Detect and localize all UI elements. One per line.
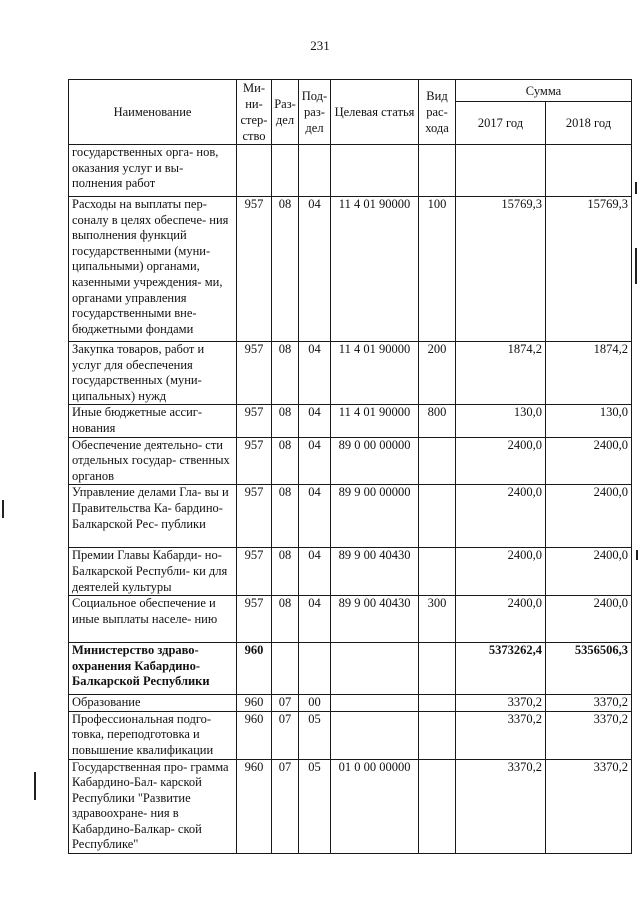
cell-expense-type <box>419 759 456 854</box>
cell-name: Расходы на выплаты пер- соналу в целях обеспече- ния выполнения функций государственными (муни- ципальными) органами, казенными учреждения- ми, органами управления государственными вне- бюджетными фондами <box>69 197 237 342</box>
cell-sum-2018: 1874,2 <box>546 342 632 405</box>
cell-ministry: 960 <box>237 643 272 695</box>
cell-sum-2017: 2400,0 <box>456 548 546 596</box>
cell-sum-2018: 3370,2 <box>546 695 632 712</box>
cell-target: 11 4 01 90000 <box>331 342 419 405</box>
budget-table <box>68 79 632 854</box>
table-row <box>69 342 632 405</box>
cell-sum-2018: 2400,0 <box>546 485 632 548</box>
cell-expense-type: 100 <box>419 197 456 342</box>
cell-expense-type <box>419 145 456 197</box>
cell-ministry: 960 <box>237 759 272 854</box>
cell-expense-type <box>419 643 456 695</box>
cell-expense-type: 200 <box>419 342 456 405</box>
header-year-2017: 2017 год <box>456 102 546 145</box>
cell-sum-2018: 3370,2 <box>546 759 632 854</box>
cell-subsection: 04 <box>299 485 331 548</box>
cell-ministry: 957 <box>237 405 272 437</box>
cell-expense-type <box>419 548 456 596</box>
cell-name: Министерство здраво- охранения Кабардино- Балкарской Республики <box>69 643 237 695</box>
scan-edge-mark <box>635 182 637 194</box>
cell-ministry: 957 <box>237 596 272 643</box>
cell-expense-type <box>419 695 456 712</box>
header-ministry: Ми- ни- стер- ство <box>237 80 272 145</box>
scan-edge-mark <box>34 772 36 800</box>
cell-name: Государственная про- грамма Кабардино-Бал- карской Республики "Развитие здравоохране- ния в Кабардино-Балкар- ской Республике" <box>69 759 237 854</box>
cell-section <box>272 643 299 695</box>
cell-sum-2017: 2400,0 <box>456 485 546 548</box>
cell-target: 01 0 00 00000 <box>331 759 419 854</box>
cell-sum-2018: 15769,3 <box>546 197 632 342</box>
header-expense-type: Вид рас- хода <box>419 80 456 145</box>
header-year-2018: 2018 год <box>546 102 632 145</box>
cell-name: Обеспечение деятельно- сти отдельных государ- ственных органов <box>69 437 237 485</box>
cell-target: 89 9 00 40430 <box>331 596 419 643</box>
cell-subsection: 04 <box>299 437 331 485</box>
cell-subsection: 04 <box>299 342 331 405</box>
cell-name: Образование <box>69 695 237 712</box>
cell-expense-type: 800 <box>419 405 456 437</box>
table-row <box>69 759 632 854</box>
scan-edge-mark <box>635 248 637 284</box>
cell-sum-2018 <box>546 145 632 197</box>
cell-section: 08 <box>272 197 299 342</box>
cell-target: 89 0 00 00000 <box>331 437 419 485</box>
cell-target <box>331 695 419 712</box>
cell-sum-2017: 5373262,4 <box>456 643 546 695</box>
cell-target <box>331 711 419 759</box>
cell-section: 08 <box>272 437 299 485</box>
header-subsection: Под- раз- дел <box>299 80 331 145</box>
cell-sum-2018: 2400,0 <box>546 596 632 643</box>
table-row <box>69 711 632 759</box>
cell-ministry <box>237 145 272 197</box>
cell-name: Иные бюджетные ассиг- нования <box>69 405 237 437</box>
scan-edge-mark <box>636 550 638 560</box>
cell-ministry: 957 <box>237 548 272 596</box>
cell-target <box>331 145 419 197</box>
cell-subsection <box>299 643 331 695</box>
cell-section: 08 <box>272 548 299 596</box>
table-body <box>69 145 632 854</box>
cell-name: государственных орга- нов, оказания услуг и вы- полнения работ <box>69 145 237 197</box>
table-row <box>69 596 632 643</box>
cell-section: 07 <box>272 695 299 712</box>
cell-sum-2017: 3370,2 <box>456 711 546 759</box>
cell-ministry: 957 <box>237 342 272 405</box>
cell-subsection: 05 <box>299 711 331 759</box>
cell-name: Премии Главы Кабарди- но-Балкарской Республи- ки для деятелей культуры <box>69 548 237 596</box>
cell-target: 11 4 01 90000 <box>331 197 419 342</box>
cell-sum-2018: 2400,0 <box>546 548 632 596</box>
cell-sum-2017: 2400,0 <box>456 437 546 485</box>
cell-ministry: 957 <box>237 485 272 548</box>
cell-target <box>331 643 419 695</box>
table-row <box>69 405 632 437</box>
table-row <box>69 145 632 197</box>
header-sum: Сумма <box>456 80 632 102</box>
cell-subsection <box>299 145 331 197</box>
header-section: Раз- дел <box>272 80 299 145</box>
table-row <box>69 548 632 596</box>
cell-sum-2017: 130,0 <box>456 405 546 437</box>
cell-sum-2017: 15769,3 <box>456 197 546 342</box>
cell-ministry: 957 <box>237 437 272 485</box>
cell-section: 07 <box>272 759 299 854</box>
cell-sum-2017: 3370,2 <box>456 759 546 854</box>
cell-sum-2018: 130,0 <box>546 405 632 437</box>
cell-ministry: 960 <box>237 695 272 712</box>
table-row <box>69 437 632 485</box>
cell-expense-type: 300 <box>419 596 456 643</box>
cell-section: 08 <box>272 485 299 548</box>
cell-target: 89 9 00 00000 <box>331 485 419 548</box>
cell-sum-2018: 2400,0 <box>546 437 632 485</box>
cell-sum-2017: 2400,0 <box>456 596 546 643</box>
table-row <box>69 643 632 695</box>
table-row <box>69 485 632 548</box>
table-row <box>69 197 632 342</box>
cell-sum-2018: 3370,2 <box>546 711 632 759</box>
cell-sum-2017: 1874,2 <box>456 342 546 405</box>
cell-expense-type <box>419 437 456 485</box>
cell-section <box>272 145 299 197</box>
cell-name: Управление делами Гла- вы и Правительства Ка- бардино-Балкарской Рес- публики <box>69 485 237 548</box>
cell-target: 89 9 00 40430 <box>331 548 419 596</box>
cell-subsection: 04 <box>299 596 331 643</box>
cell-sum-2017 <box>456 145 546 197</box>
scan-edge-mark <box>2 500 4 518</box>
cell-section: 08 <box>272 342 299 405</box>
cell-name: Закупка товаров, работ и услуг для обеспечения государственных (муни- ципальных) нужд <box>69 342 237 405</box>
page-number: 231 <box>310 38 330 53</box>
cell-section: 07 <box>272 711 299 759</box>
cell-subsection: 00 <box>299 695 331 712</box>
header-target: Целевая статья <box>331 80 419 145</box>
cell-subsection: 04 <box>299 197 331 342</box>
cell-sum-2017: 3370,2 <box>456 695 546 712</box>
header-name: Наименование <box>69 80 237 145</box>
cell-name: Профессиональная подго- товка, переподготовка и повышение квалификации <box>69 711 237 759</box>
cell-subsection: 05 <box>299 759 331 854</box>
cell-ministry: 960 <box>237 711 272 759</box>
table-row <box>69 695 632 712</box>
cell-sum-2018: 5356506,3 <box>546 643 632 695</box>
cell-section: 08 <box>272 405 299 437</box>
cell-name: Социальное обеспечение и иные выплаты населе- нию <box>69 596 237 643</box>
cell-expense-type <box>419 485 456 548</box>
cell-subsection: 04 <box>299 548 331 596</box>
cell-section: 08 <box>272 596 299 643</box>
cell-expense-type <box>419 711 456 759</box>
cell-subsection: 04 <box>299 405 331 437</box>
cell-target: 11 4 01 90000 <box>331 405 419 437</box>
cell-ministry: 957 <box>237 197 272 342</box>
